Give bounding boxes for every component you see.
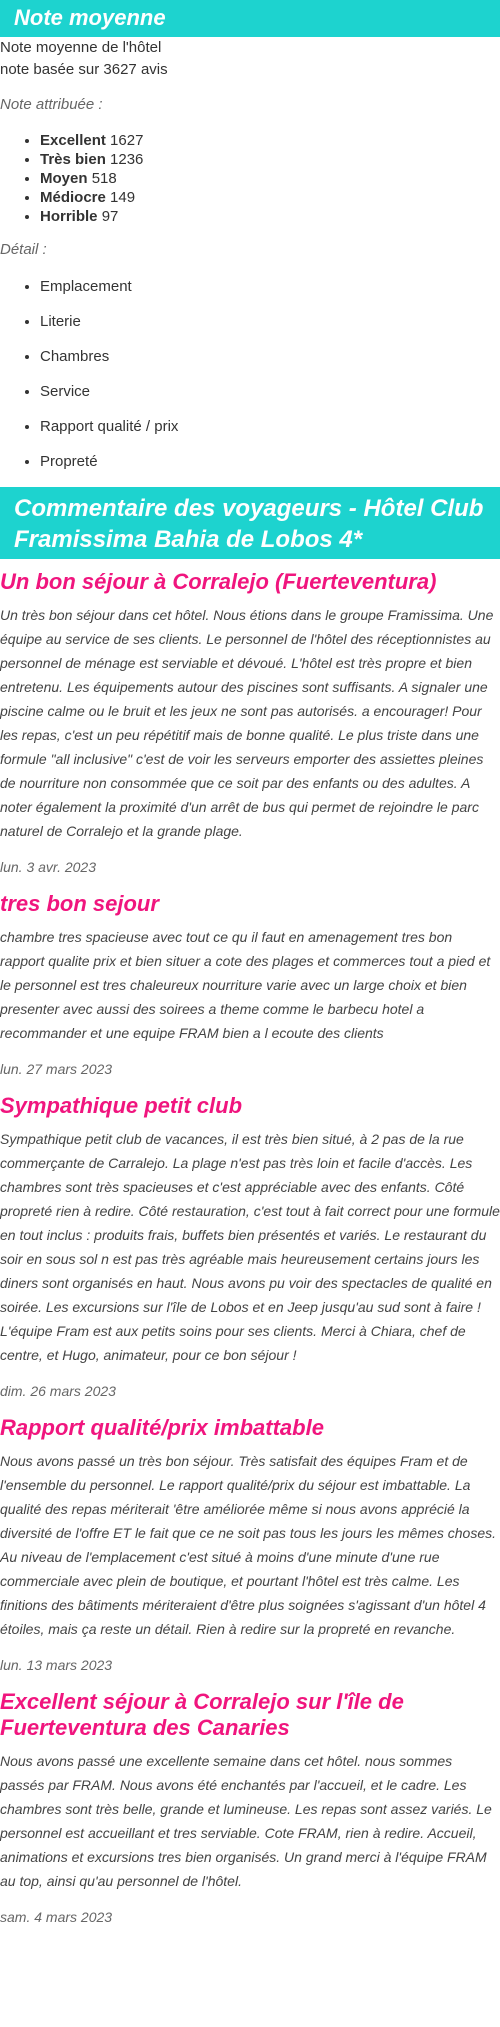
review-title: Un bon séjour à Corralejo (Fuerteventura)	[0, 569, 437, 594]
review-date: dim. 26 mars 2023	[0, 1383, 116, 1399]
tally-count: 149	[110, 189, 136, 206]
review-date: sam. 4 mars 2023	[0, 1909, 113, 1925]
rating-section-title: Note moyenne	[0, 0, 500, 37]
detail-item-location: • Emplacement	[40, 276, 500, 298]
tally-item	[40, 188, 500, 207]
detail-item-service: • Service	[40, 381, 500, 403]
tally-count: 97	[101, 208, 119, 225]
review-title: Excellent séjour à Corralejo sur l'île de Fuerteventura des Canaries	[0, 1689, 404, 1740]
tally-item	[40, 131, 500, 150]
tally-label: Excellent	[40, 132, 106, 149]
detail-label: Détail :	[0, 241, 47, 258]
tally-item	[40, 169, 500, 188]
review-item	[0, 1093, 500, 1401]
tally-item	[40, 207, 500, 226]
review-count: note basée sur 3627 avis	[0, 61, 168, 78]
review-body: chambre tres spacieuse avec tout ce qu il faut en amenagement tres bon rapport qualite prix et bien situer a cote des plages et commerces tout a pied et le personnel est tres chaleureux nourriture varie avec un large choix et bien presenter avec aussi des soirees a theme comme le barbecu hotel a recommander et une equipe FRAM bien a l ecoute des clients	[0, 929, 491, 1041]
detail-item-rooms: • Chambres	[40, 346, 500, 368]
review-item	[0, 1415, 500, 1675]
attributed-rating-label: Note attribuée :	[0, 96, 103, 113]
tally-count: 1236	[110, 151, 144, 168]
tally-count: 1627	[110, 132, 144, 149]
review-title: Rapport qualité/prix imbattable	[0, 1415, 324, 1440]
review-date: lun. 27 mars 2023	[0, 1061, 113, 1077]
review-title: tres bon sejour	[0, 891, 159, 916]
review-item	[0, 569, 500, 877]
tally-label: Très bien	[40, 151, 106, 168]
tally-label: Horrible	[40, 208, 98, 225]
review-date: lun. 3 avr. 2023	[0, 859, 96, 875]
review-body: Un très bon séjour dans cet hôtel. Nous étions dans le groupe Framissima. Une équipe au service de ses clients. Le personnel de l'hôtel des réceptionnistes au personnel de ménage est serviable et dévoué. L'hôtel est très propre et bien entretenu. Les équipements autour des piscines sont suffisants. A signaler une piscine calme ou le bruit et les jeux ne sont pas autorisés. a encourager! Pour les repas, c'est un peu répétitif mais de bonne qualité. Le plus triste dans une formule "all inclusive" c'est de voir les serveurs emporter des assiettes pleines de nourriture non consommée que ce soit par des enfants ou des adultes. A noter également la proximité d'un arrêt de bus qui permet de rejoindre le parc naturel de Corralejo et la grande plage.	[0, 607, 494, 839]
review-item	[0, 891, 500, 1079]
comments-section-title: Commentaire des voyageurs - Hôtel Club Framissima Bahia de Lobos 4*	[0, 487, 500, 559]
detail-item-value: • Rapport qualité / prix	[40, 416, 500, 438]
tally-count: 518	[91, 170, 117, 187]
rating-tally-list	[0, 131, 500, 226]
tally-label: Médiocre	[40, 189, 106, 206]
review-date: lun. 13 mars 2023	[0, 1657, 113, 1673]
average-rating-label: Note moyenne de l'hôtel	[0, 39, 162, 56]
review-body: Nous avons passé un très bon séjour. Très satisfait des équipes Fram et de l'ensemble du personnel. Le rapport qualité/prix du séjour est imbattable. La qualité des repas mériterait 'être améliorée même si nous avons apprécié la diversité de l'offre ET le fait que ce ne soit pas tous les jours les mêmes choses. Au niveau de l'emplacement c'est situé à moins d'une minute d'une rue commerciale avec plein de boutique, et pourtant l'hôtel est très calme. Les finitions des bâtiments mériteraient d'être plus soignées s'agissant d'un hôtel 4 étoiles, mais ça reste un détail. Rien à redire sur la propreté en revanche.	[0, 1453, 497, 1637]
detail-item-cleanliness: • Propreté	[40, 451, 500, 473]
tally-label: Moyen	[40, 170, 88, 187]
rating-detail-list	[0, 276, 500, 473]
review-item	[0, 1689, 500, 1927]
review-body: Nous avons passé une excellente semaine dans cet hôtel. nous sommes passés par FRAM. Nous avons été enchantés par l'accueil, et le cadre. Les chambres sont très belle, grande et lumineuse. Les repas sont assez variés. Le personnel est accueillant et tres serviable. Cote FRAM, rien à redire. Accueil, animations et excursions tres bien organisés. Un grand merci à l'équipe FRAM au top, ainsi qu'au personnel de l'hôtel.	[0, 1753, 492, 1889]
detail-item-bedding: • Literie	[40, 311, 500, 333]
review-title: Sympathique petit club	[0, 1093, 243, 1118]
tally-item	[40, 150, 500, 169]
review-body: Sympathique petit club de vacances, il est très bien situé, à 2 pas de la rue commerçante de Carralejo. La plage n'est pas très loin et facile d'accès. Les chambres sont très spacieuses et c'est appréciable avec des enfants. Côté propreté rien à redire. Côté restauration, c'est tout à fait correct pour une formule en tout inclus : produits frais, buffets bien présentés et variés. Le restaurant du soir en sous sol n est pas très agréable mais heureusement certains jours les diners sont organisés en haut. Nous avons pu voir des spectacles de qualité en soirée. Les excursions sur l'île de Lobos et en Jeep jusqu'au sud sont à faire ! L'équipe Fram est aux petits soins pour ses clients. Merci à Chiara, chef de centre, et Hugo, animateur, pour ce bon séjour !	[0, 1131, 500, 1363]
